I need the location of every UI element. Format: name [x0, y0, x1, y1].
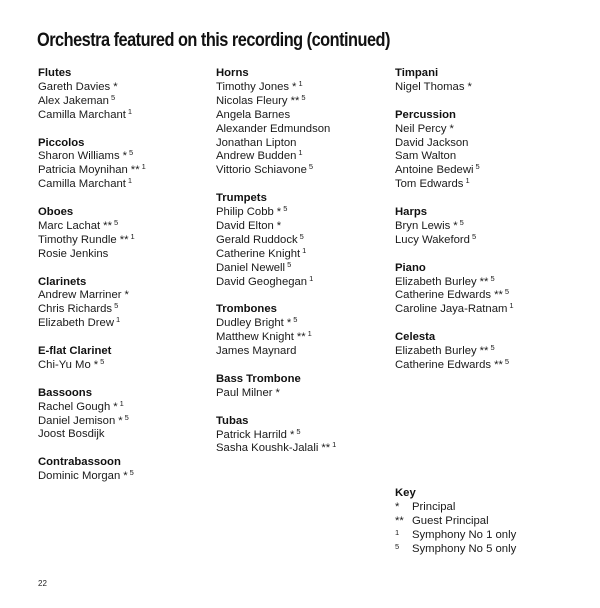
- key-label: Symphony No 5 only: [412, 542, 517, 555]
- member-row: [216, 331, 336, 345]
- symphony-superscript: 5: [301, 92, 306, 102]
- key-superscript: 5: [395, 541, 400, 551]
- symphony-superscript: 5: [129, 468, 134, 478]
- member-name: Sasha Koushk-Jalali: [216, 442, 319, 455]
- member-name: Tom Edwards: [395, 178, 464, 191]
- section-horns: [216, 67, 336, 178]
- principal-mark: *: [449, 122, 454, 135]
- key-symbol: *: [395, 500, 400, 513]
- symphony-superscript: 5: [113, 217, 119, 227]
- section-timpani: [395, 67, 514, 95]
- member-row: [395, 303, 514, 317]
- member-name: Timothy Rundle: [38, 233, 117, 246]
- member-name: Chi-Yu Mo: [38, 358, 91, 371]
- member-row: [216, 245, 336, 262]
- section-heading: Clarinets: [38, 275, 87, 288]
- member-name: Timothy Jones: [216, 80, 290, 93]
- member-name: David Elton: [216, 219, 274, 232]
- member-row: [38, 231, 146, 248]
- principal-mark: *: [118, 414, 123, 427]
- member-row: [38, 428, 146, 442]
- symphony-superscript: 1: [302, 245, 307, 255]
- principal-mark: **: [494, 358, 503, 371]
- member-name: Catherine Edwards: [395, 358, 492, 371]
- section-contrabassoon: [38, 456, 146, 484]
- member-row: [38, 398, 146, 415]
- member-name: Paul Milner: [216, 386, 273, 399]
- member-row: [216, 317, 336, 331]
- symphony-superscript: 1: [130, 231, 135, 241]
- section-heading: Bassoons: [38, 386, 92, 399]
- section-heading: Tubas: [216, 414, 249, 427]
- key-item: [395, 515, 516, 529]
- member-row: [216, 426, 336, 443]
- section-heading: Bass Trombone: [216, 372, 301, 385]
- principal-mark: *: [276, 219, 282, 232]
- member-name: Nigel Thomas: [395, 80, 465, 93]
- member-name: Chris Richards: [38, 303, 113, 316]
- member-row: [395, 123, 514, 137]
- principal-mark: *: [113, 80, 118, 93]
- section-heading: E-flat Clarinet: [38, 345, 112, 358]
- symphony-superscript: 1: [119, 398, 124, 408]
- member-name: Alexander Edmundson: [216, 122, 331, 135]
- member-row: [216, 206, 336, 220]
- principal-mark: **: [494, 289, 503, 302]
- member-name: Lucy Wakeford: [395, 233, 470, 246]
- section-trumpets: [216, 192, 336, 289]
- member-row: [38, 289, 146, 303]
- symphony-superscript: 1: [127, 106, 133, 116]
- symphony-superscript: 1: [298, 78, 303, 88]
- member-name: Vittorio Schiavone: [216, 164, 307, 177]
- symphony-superscript: 5: [296, 426, 301, 436]
- symphony-superscript: 1: [509, 301, 514, 311]
- member-name: Alex Jakeman: [38, 94, 109, 107]
- section-piano: [395, 262, 514, 318]
- member-row: [216, 273, 336, 290]
- member-name: Daniel Jemison: [38, 414, 116, 427]
- principal-mark: **: [130, 164, 140, 177]
- member-name: Neil Percy: [395, 122, 447, 135]
- member-name: Elizabeth Burley: [395, 275, 477, 288]
- member-name: Rachel Gough: [38, 400, 111, 413]
- section-piccolos: [38, 137, 146, 193]
- key-label: Principal: [412, 500, 456, 513]
- symphony-superscript: 1: [309, 273, 314, 283]
- member-name: Angela Barnes: [216, 108, 291, 121]
- member-row: [216, 259, 336, 276]
- principal-mark: *: [292, 80, 297, 93]
- member-row: [395, 137, 514, 151]
- section-oboes: [38, 206, 146, 262]
- principal-mark: *: [123, 470, 128, 483]
- symphony-superscript: 5: [490, 273, 495, 283]
- member-name: Elizabeth Burley: [395, 345, 477, 358]
- principal-mark: *: [453, 219, 458, 232]
- member-name: Marc Lachat: [38, 219, 101, 232]
- member-row: [395, 164, 514, 178]
- member-row: [38, 303, 146, 317]
- section-heading: Contrabassoon: [38, 456, 121, 469]
- member-row: [216, 387, 336, 401]
- member-row: [395, 217, 514, 234]
- principal-mark: *: [113, 400, 118, 413]
- symphony-superscript: 5: [114, 301, 119, 311]
- member-row: [216, 345, 336, 359]
- section-e-flat-clarinet: [38, 345, 146, 373]
- symphony-superscript: 1: [332, 440, 337, 450]
- symphony-superscript: 5: [110, 92, 116, 102]
- member-row: [38, 470, 146, 484]
- principal-mark: *: [93, 358, 99, 371]
- member-row: [395, 231, 514, 248]
- symphony-superscript: 5: [459, 217, 464, 227]
- key-items: [395, 501, 516, 557]
- member-name: Catherine Edwards: [395, 289, 492, 302]
- member-row: [38, 412, 146, 429]
- member-name: Antoine Bedewi: [395, 164, 474, 177]
- key-heading: Key: [395, 487, 416, 499]
- member-row: [216, 220, 336, 234]
- section-trombones: [216, 303, 336, 359]
- symphony-superscript: 5: [490, 343, 495, 353]
- section-tubas: [216, 415, 336, 457]
- symphony-superscript: 5: [504, 287, 510, 297]
- member-name: Catherine Knight: [216, 247, 301, 260]
- member-row: [216, 231, 336, 248]
- symphony-superscript: 5: [504, 356, 510, 366]
- member-name: James Maynard: [216, 345, 297, 358]
- member-row: [395, 345, 514, 359]
- symphony-superscript: 1: [141, 162, 146, 172]
- principal-mark: *: [467, 80, 472, 93]
- principal-mark: **: [321, 442, 331, 455]
- member-name: Dudley Bright: [216, 317, 284, 330]
- member-row: [38, 106, 146, 123]
- member-name: Dominic Morgan: [38, 470, 121, 483]
- member-row: [395, 150, 514, 164]
- key-superscript: 1: [395, 527, 400, 537]
- principal-mark: **: [479, 345, 489, 358]
- section-heading: Oboes: [38, 206, 74, 219]
- member-name: Nicolas Fleury: [216, 94, 288, 107]
- member-row: [38, 217, 146, 234]
- symphony-superscript: 5: [287, 259, 292, 269]
- member-row: [395, 178, 514, 192]
- key-item: [395, 543, 516, 557]
- symphony-superscript: 5: [100, 356, 105, 366]
- symphony-superscript: 5: [293, 315, 298, 325]
- member-row: [38, 248, 146, 262]
- principal-mark: **: [103, 219, 112, 232]
- section-heading: Celesta: [395, 331, 436, 344]
- section-heading: Percussion: [395, 108, 456, 121]
- member-name: David Jackson: [395, 136, 469, 149]
- member-name: Bryn Lewis: [395, 219, 451, 232]
- principal-mark: *: [275, 386, 280, 399]
- member-row: [216, 164, 336, 178]
- principal-mark: *: [276, 206, 282, 219]
- symphony-superscript: 1: [127, 176, 133, 186]
- member-row: [216, 442, 336, 456]
- member-name: Camilla Marchant: [38, 178, 126, 191]
- symphony-superscript: 5: [129, 148, 134, 158]
- member-row: [216, 137, 336, 151]
- principal-mark: *: [124, 289, 129, 302]
- member-row: [38, 317, 146, 331]
- key-legend: [395, 487, 516, 557]
- member-name: Elizabeth Drew: [38, 317, 114, 330]
- principal-mark: **: [479, 275, 489, 288]
- section-flutes: [38, 67, 146, 123]
- key-item: [395, 501, 516, 515]
- principal-mark: **: [296, 331, 306, 344]
- key-symbol: **: [395, 514, 404, 527]
- section-celesta: [395, 331, 514, 373]
- symphony-superscript: 5: [299, 231, 304, 241]
- section-heading: Harps: [395, 206, 428, 219]
- member-row: [216, 150, 336, 164]
- member-name: Philip Cobb: [216, 206, 274, 219]
- member-row: [38, 81, 146, 95]
- column-percussion-keyboards: [395, 67, 514, 387]
- member-name: Daniel Newell: [216, 261, 286, 274]
- symphony-superscript: 1: [115, 315, 121, 325]
- symphony-superscript: 5: [471, 231, 477, 241]
- symphony-superscript: 5: [283, 204, 288, 214]
- symphony-superscript: 1: [465, 176, 470, 186]
- member-name: Camilla Marchant: [38, 108, 126, 121]
- column-woodwinds: [38, 67, 146, 498]
- section-heading: Horns: [216, 67, 249, 79]
- page-title: Orchestra featured on this recording (continued): [37, 30, 390, 51]
- member-row: [216, 123, 336, 137]
- member-name: Andrew Marriner: [38, 289, 122, 302]
- member-name: David Geoghegan: [216, 275, 308, 288]
- member-name: Sharon Williams: [38, 150, 120, 163]
- symphony-superscript: 1: [307, 329, 312, 339]
- member-name: Caroline Jaya-Ratnam: [395, 303, 508, 316]
- member-row: [216, 92, 336, 109]
- member-name: Andrew Budden: [216, 150, 297, 163]
- member-name: Joost Bosdijk: [38, 428, 105, 441]
- member-row: [395, 356, 514, 373]
- symphony-superscript: 5: [475, 162, 480, 172]
- member-name: Gareth Davies: [38, 80, 111, 93]
- key-symbol: [395, 529, 412, 543]
- member-name: Jonathan Lipton: [216, 136, 297, 149]
- page-number: 22: [38, 579, 47, 588]
- member-row: [395, 81, 514, 95]
- member-row: [38, 178, 146, 192]
- symphony-superscript: 5: [124, 412, 129, 422]
- symphony-superscript: 1: [298, 148, 303, 158]
- section-heading: Piccolos: [38, 136, 85, 149]
- section-bassoons: [38, 387, 146, 443]
- section-harps: [395, 206, 514, 248]
- section-heading: Trombones: [216, 303, 277, 316]
- member-name: Matthew Knight: [216, 331, 294, 344]
- member-row: [38, 150, 146, 164]
- member-row: [395, 273, 514, 290]
- member-row: [216, 78, 336, 95]
- section-clarinets: [38, 276, 146, 332]
- member-row: [38, 356, 146, 373]
- member-name: Gerald Ruddock: [216, 233, 298, 246]
- principal-mark: *: [286, 317, 292, 330]
- key-item: [395, 529, 516, 543]
- member-name: Patricia Moynihan: [38, 164, 128, 177]
- principal-mark: **: [119, 233, 129, 246]
- principal-mark: **: [290, 94, 300, 107]
- section-heading: Piano: [395, 261, 426, 274]
- section-percussion: [395, 109, 514, 192]
- key-label: Symphony No 1 only: [412, 528, 517, 541]
- member-name: Sam Walton: [395, 150, 457, 163]
- principal-mark: *: [289, 428, 295, 441]
- section-bass-trombone: [216, 373, 336, 401]
- symphony-superscript: 5: [308, 162, 314, 172]
- section-heading: Timpani: [395, 67, 439, 79]
- member-name: Patrick Harrild: [216, 428, 287, 441]
- key-label: Guest Principal: [412, 514, 489, 527]
- principal-mark: *: [122, 150, 128, 163]
- key-symbol: [395, 543, 412, 557]
- section-heading: Flutes: [38, 67, 72, 79]
- member-name: Rosie Jenkins: [38, 247, 109, 260]
- section-heading: Trumpets: [216, 192, 267, 205]
- member-row: [395, 289, 514, 303]
- member-row: [216, 109, 336, 123]
- column-brass: [216, 67, 336, 470]
